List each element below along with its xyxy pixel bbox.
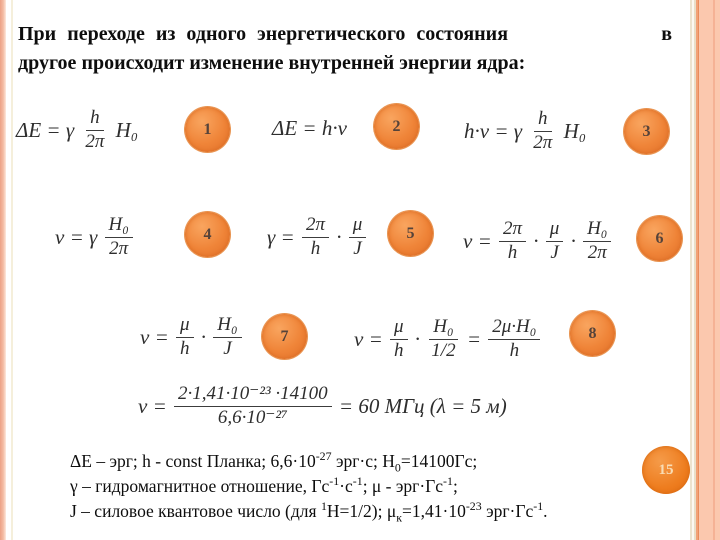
formula-badge-8: 8 xyxy=(570,311,615,356)
title-line-1 xyxy=(18,20,672,49)
formula-badge-1: 1 xyxy=(185,107,230,152)
formula-numeric-result: ν = $\frac{\text{2·1,41·10⁻²³ ·14100}}{\text{6,6·10⁻²⁷}}$ = 60 МГц (λ = 5 м) xyxy=(138,382,507,428)
formula-nu-gamma-h0: ν = γ $\frac{\text{H₀}}{2\pi}$ xyxy=(55,206,135,268)
formula-h-nu-gamma: h·ν = γ $\frac{h}{2\pi}$ H₀ xyxy=(464,107,587,153)
formula-nu-mu-h-h0-j: ν = $\frac{\mu}{h}$ · $\frac{\text{H₀}}{J}$ xyxy=(140,306,244,368)
formula-badge-2: 2 xyxy=(374,104,419,149)
formula-nu-2pi-mu-j-h0: ν = $\frac{2\pi}{h}$ · $\frac{\mu}{J}$ · $\frac{\text{H₀}}{2\pi}$ xyxy=(463,210,613,272)
definitions-block xyxy=(70,449,645,524)
right-border-stripes xyxy=(688,0,720,540)
formula-badge-4: 4 xyxy=(185,212,230,257)
formula-badge-7: 7 xyxy=(262,314,307,359)
formula-badge-6: 6 xyxy=(637,216,682,261)
title-line-1-text: При переходе из одного энергетического состояния xyxy=(18,23,509,45)
formula-delta-e-h-nu: ΔE = h·ν xyxy=(272,115,347,140)
left-inner-border-line xyxy=(11,0,13,540)
page-number-badge: 15 xyxy=(642,446,690,494)
left-border-stripe xyxy=(0,0,6,540)
definitions-line-2: γ – гидромагнитное отношение, $Гс^{-1}\cdot с^{-1}$; $\mu - эрг\cdot Гс^{-1}$; xyxy=(70,474,458,496)
formula-badge-5: 5 xyxy=(388,211,433,256)
definitions-line-3: J – силовое квантовое число (для $^1$H=1/2); $\mu_к=1,41\cdot 10^{-23}$ $эрг\cdot Гс^{-1}$. xyxy=(70,499,548,525)
title-line-1-end: в xyxy=(661,23,672,45)
formula-gamma-2pi-mu-j: γ = $\frac{2\pi}{h}$ · $\frac{\mu}{J}$ xyxy=(267,206,368,268)
formula-nu-2mu-h0-h: ν = $\frac{\mu}{h}$ · $\frac{\text{H₀}}{1/2}$ = $\frac{\text{2μ·H₀}}{h}$ xyxy=(354,308,542,370)
slide-title xyxy=(18,20,672,78)
title-line-2: другое происходит изменение внутренней энергии ядра: xyxy=(18,52,526,74)
formula-badge-3: 3 xyxy=(624,109,669,154)
formula-delta-e-gamma: ΔE = γ $\frac{h}{2\pi}$ H₀ xyxy=(16,106,139,152)
definitions-line-1: ΔE – эрг; h - const Планка; $6,6\cdot 10^{-27}$ эрг·с; $H_0=14100Гс$; xyxy=(70,449,478,475)
